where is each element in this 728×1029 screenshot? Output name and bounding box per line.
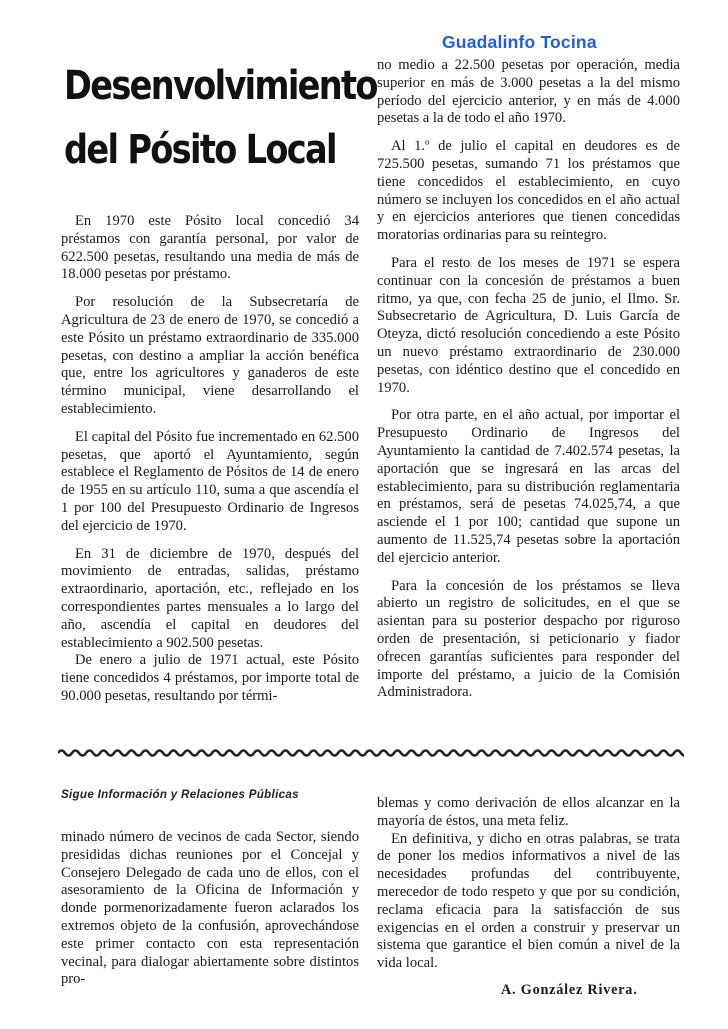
paragraph: minado número de vecinos de cada Sector, siendo presididas dichas reuniones por el Concejal y Consejero Delegado de cada uno de ellos, con el asesoramiento de la Oficina de Información y donde pormenorizadamente fueron aclarados los extremos objeto de la confusión, aprovechándose este primer contacto con esta representación vecinal, para dialogar abiertamente sobre distintos pro- [61, 829, 359, 988]
paragraph: En 31 de diciembre de 1970, después del movimiento de entradas, salidas, préstamo extraordinario, aportación, etc., reflejado en los correspondientes partes mensuales a lo largo del año, ascendía el capital en deudores del establecimiento a 902.500 pesetas. [61, 545, 359, 651]
article-title [64, 54, 377, 182]
continuation-right-column [377, 795, 680, 973]
paragraph: Por resolución de la Subsecretaría de Agricultura de 23 de enero de 1970, se concedió a este Pósito un préstamo extraordinario de 335.000 pesetas, con destino a ampliar la acción benéfica que, entre los agricultores y ganaderos de este término municipal, viene desarrollando el establecimiento. [61, 294, 359, 417]
continuation-label: Sigue Información y Relaciones Públicas [61, 788, 299, 801]
paragraph: De enero a julio de 1971 actual, este Pósito tiene concedidos 4 préstamos, por importe total de 90.000 pesetas, resultando por térmi- [61, 652, 359, 704]
watermark-label: Guadalinfo Tocina [442, 32, 597, 52]
paragraph: Al 1.º de julio el capital en deudores es de 725.500 pesetas, sumando 71 los préstamos que tiene concedidos el establecimiento, en cuyo número se incluyen los concedidos en el año actual y en ejercicios anteriores que tienen concedidas moratorias ordinarias para su reintegro. [377, 138, 680, 244]
paragraph: Por otra parte, en el año actual, por importar el Presupuesto Ordinario de Ingresos del Ayuntamiento la cantidad de 7.402.574 pesetas, la aportación que se ingresará en las arcas del establecimiento, para su distribución reglamentaria en préstamos, será de pesetas 74.025,74, a que asciende el 1 por 100; cantidad que supone un aumento de 11.525,74 pesetas sobre la aportación del ejercicio anterior. [377, 407, 680, 566]
paragraph: Para la concesión de los préstamos se lleva abierto un registro de solicitudes, en el que se asientan para su posterior despacho por riguroso orden de presentación, si peticionario y fiador ofrecen garantías suficientes para responder del importe del préstamo, a juicio de la Comisión Administradora. [377, 577, 680, 701]
article-left-column [61, 213, 359, 706]
paragraph: blemas y como derivación de ellos alcanzar en la mayoría de éstos, una meta feliz. [377, 795, 680, 829]
wavy-divider [58, 746, 684, 760]
article-right-column [377, 57, 680, 702]
paragraph: En definitiva, y dicho en otras palabras, se trata de poner los medios informativos a nivel de las necesidades profundas del contribuyente, merecedor de todo respeto y que por su condición, reclama eficacia para la satisfacción de sus exigencias en el orden a construir y preservar un sistema que garantice el bien común a nivel de la vida local. [377, 830, 680, 972]
paragraph: Para el resto de los meses de 1971 se espera continuar con la concesión de préstamos a buen ritmo, ya que, con fecha 25 de junio, el Ilmo. Sr. Subsecretario de Agricultura, D. Luis García de Oteyza, dictó resolución concediendo a este Pósito un nuevo préstamo extraordinario de 230.000 pesetas, con idéntico destino que el concedido en 1970. [377, 254, 680, 396]
continuation-left-column [61, 829, 359, 989]
paragraph: no medio a 22.500 pesetas por operación, media superior en más de 3.000 pesetas a la del mismo período del ejercicio anterior, y en más de 4.000 pesetas a la de todo el año 1970. [377, 57, 680, 127]
paragraph: El capital del Pósito fue incrementado en 62.500 pesetas, que aportó el Ayuntamiento, según establece el Reglamento de Pósitos de 14 de enero de 1955 en su artículo 110, suma a que ascendía el 1 por 100 del Presupuesto Ordinario de Ingresos del ejercicio de 1970. [61, 428, 359, 534]
title-line-2: del Pósito Local [64, 127, 336, 173]
wavy-divider-line [58, 751, 684, 756]
title-line-1: Desenvolvimiento [64, 63, 377, 109]
paragraph: En 1970 este Pósito local concedió 34 préstamos con garantía personal, por valor de 622.500 pesetas, resultando una media de más de 18.000 pesetas por préstamo. [61, 213, 359, 283]
author-signature: A. González Rivera. [501, 982, 638, 998]
